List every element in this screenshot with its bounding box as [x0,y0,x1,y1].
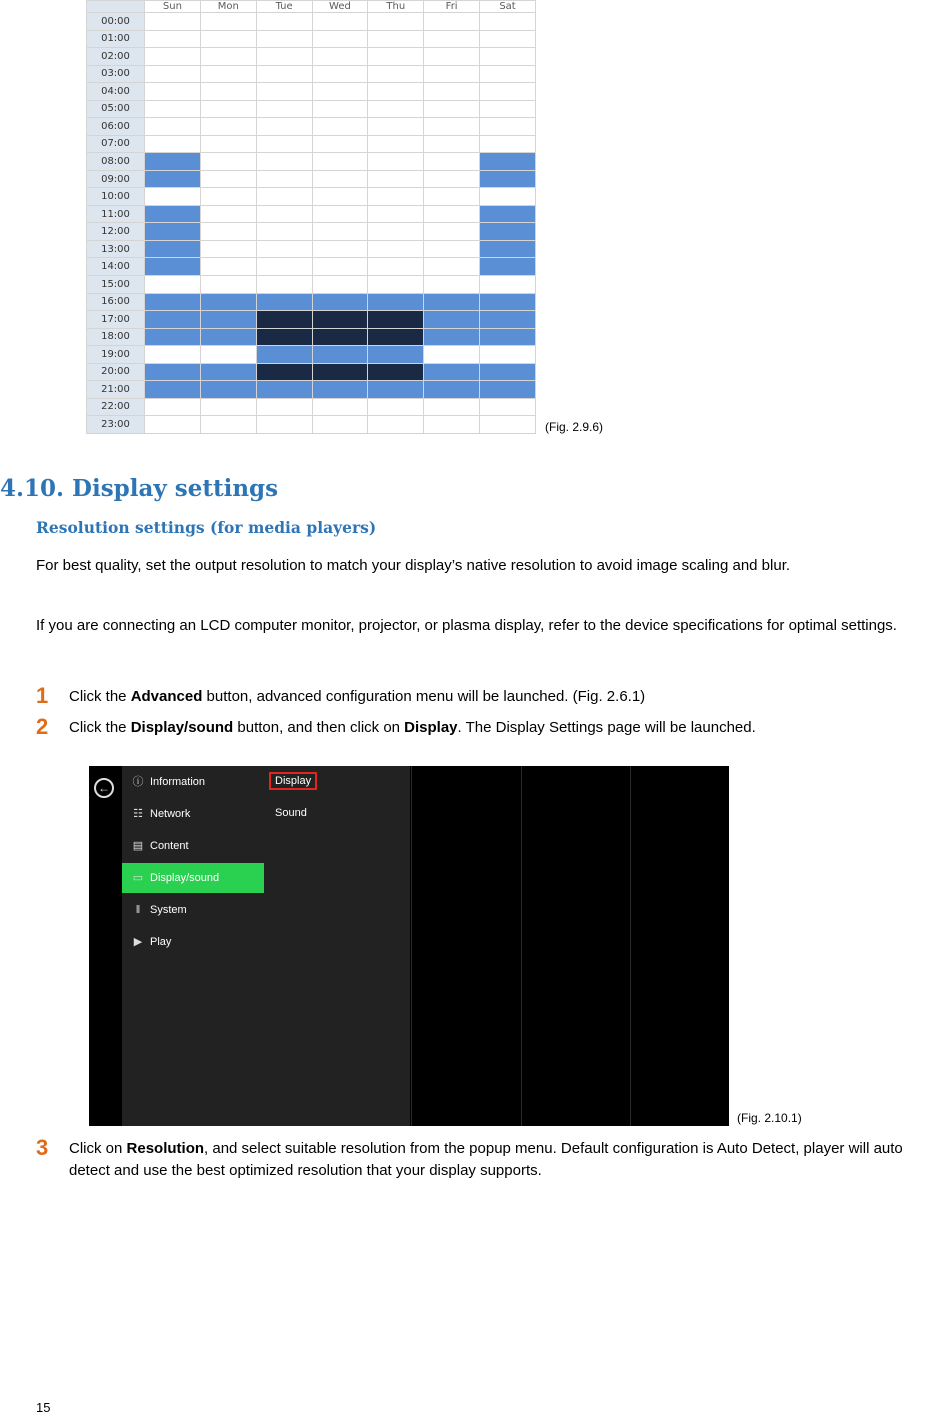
schedule-cell[interactable] [424,328,480,346]
schedule-cell[interactable] [368,346,424,364]
step-text-part: button, advanced configuration menu will be launched. (Fig. 2.6.1) [202,688,646,705]
schedule-cell[interactable] [480,65,536,83]
schedule-cell[interactable] [312,153,368,171]
step-text [69,686,909,708]
step-text [69,717,909,739]
schedule-cell[interactable] [480,398,536,416]
schedule-cell[interactable] [368,223,424,241]
schedule-cell[interactable] [256,346,312,364]
schedule-cell[interactable] [424,83,480,101]
menu-item-play[interactable] [122,927,264,957]
schedule-cell[interactable] [145,135,201,153]
schedule-cell[interactable] [480,240,536,258]
schedule-row [87,381,536,399]
schedule-cell[interactable] [480,83,536,101]
schedule-cell[interactable] [256,118,312,136]
schedule-cell[interactable] [145,398,201,416]
submenu-display[interactable]: Display [269,772,317,790]
time-label: 14:00 [87,258,145,276]
monitor-icon: ▭ [132,872,144,884]
time-label: 11:00 [87,205,145,223]
schedule-cell[interactable] [368,13,424,31]
schedule-cell[interactable] [145,258,201,276]
time-label: 10:00 [87,188,145,206]
schedule-cell[interactable] [480,48,536,66]
schedule-cell[interactable] [480,223,536,241]
schedule-cell[interactable] [145,328,201,346]
schedule-cell[interactable] [145,346,201,364]
day-header: Sun [145,1,201,13]
step-text [69,1138,909,1182]
schedule-cell[interactable] [200,205,256,223]
schedule-row [87,48,536,66]
schedule-cell[interactable] [145,223,201,241]
schedule-cell[interactable] [424,48,480,66]
schedule-cell[interactable] [368,293,424,311]
schedule-row [87,153,536,171]
schedule-row [87,311,536,329]
schedule-cell[interactable] [200,416,256,434]
day-header: Wed [312,1,368,13]
schedule-body [87,13,536,434]
schedule-cell[interactable] [256,153,312,171]
time-label: 16:00 [87,293,145,311]
column-divider [411,766,412,1126]
day-header: Mon [200,1,256,13]
schedule-cell[interactable] [312,416,368,434]
schedule-cell[interactable] [200,398,256,416]
schedule-cell[interactable] [480,170,536,188]
schedule-cell[interactable] [145,100,201,118]
schedule-cell[interactable] [145,416,201,434]
schedule-row [87,223,536,241]
schedule-cell[interactable] [256,293,312,311]
step-number: 3 [36,1135,49,1160]
schedule-cell[interactable] [145,30,201,48]
figure-caption: (Fig. 2.10.1) [737,1111,802,1125]
schedule-cell[interactable] [200,311,256,329]
schedule-cell[interactable] [368,398,424,416]
schedule-cell[interactable] [312,30,368,48]
time-label: 06:00 [87,118,145,136]
schedule-cell[interactable] [424,223,480,241]
time-label: 08:00 [87,153,145,171]
time-label: 07:00 [87,135,145,153]
time-label: 01:00 [87,30,145,48]
schedule-cell[interactable] [200,258,256,276]
day-header: Thu [368,1,424,13]
time-label: 22:00 [87,398,145,416]
schedule-row [87,258,536,276]
schedule-cell[interactable] [368,118,424,136]
schedule-cell[interactable] [424,240,480,258]
schedule-row [87,170,536,188]
schedule-cell[interactable] [200,153,256,171]
schedule-cell[interactable] [200,275,256,293]
play-icon: ▶ [133,936,143,948]
schedule-cell[interactable] [200,328,256,346]
schedule-cell[interactable] [424,275,480,293]
schedule-cell[interactable] [312,135,368,153]
schedule-cell[interactable] [312,83,368,101]
time-label: 02:00 [87,48,145,66]
schedule-row [87,240,536,258]
schedule-cell[interactable] [424,188,480,206]
schedule-cell[interactable] [145,65,201,83]
schedule-cell[interactable] [312,258,368,276]
schedule-cell[interactable] [256,65,312,83]
schedule-cell[interactable] [368,65,424,83]
schedule-row [87,275,536,293]
schedule-cell[interactable] [424,346,480,364]
info-icon: ⓘ [132,776,144,788]
schedule-cell[interactable] [480,118,536,136]
schedule-cell[interactable] [424,205,480,223]
time-label: 04:00 [87,83,145,101]
step-text-bold: Advanced [130,688,203,705]
schedule-cell[interactable] [368,188,424,206]
schedule-cell[interactable] [312,311,368,329]
schedule-cell[interactable] [424,153,480,171]
schedule-cell[interactable] [368,100,424,118]
time-label: 09:00 [87,170,145,188]
schedule-row [87,83,536,101]
settings-screenshot [89,766,729,1126]
step-text-part: button, and then click on [233,719,405,736]
schedule-cell[interactable] [480,311,536,329]
schedule-cell[interactable] [368,363,424,381]
schedule-cell[interactable] [145,293,201,311]
schedule-cell[interactable] [312,381,368,399]
schedule-cell[interactable] [424,170,480,188]
schedule-cell[interactable] [312,223,368,241]
time-label: 00:00 [87,13,145,31]
schedule-cell[interactable] [368,328,424,346]
schedule-cell[interactable] [256,416,312,434]
schedule-cell[interactable] [256,240,312,258]
schedule-cell[interactable] [200,223,256,241]
schedule-cell[interactable] [312,65,368,83]
schedule-cell[interactable] [200,135,256,153]
menu-item-label: Display/sound [150,872,220,884]
schedule-cell[interactable] [145,311,201,329]
schedule-cell[interactable] [424,30,480,48]
schedule-cell[interactable] [200,83,256,101]
schedule-cell[interactable] [200,65,256,83]
schedule-cell[interactable] [480,30,536,48]
schedule-corner [87,1,145,13]
schedule-cell[interactable] [368,258,424,276]
schedule-cell[interactable] [424,416,480,434]
schedule-cell[interactable] [480,381,536,399]
column-divider [521,766,522,1126]
menu-item-label: System [150,904,187,916]
step-text-bold: Display [404,719,458,736]
time-label: 03:00 [87,65,145,83]
schedule-cell[interactable] [145,153,201,171]
schedule-cell[interactable] [480,153,536,171]
time-label: 05:00 [87,100,145,118]
schedule-cell[interactable] [200,346,256,364]
schedule-cell[interactable] [256,13,312,31]
schedule-cell[interactable] [312,363,368,381]
schedule-cell[interactable] [368,135,424,153]
schedule-cell[interactable] [200,363,256,381]
schedule-cell[interactable] [312,293,368,311]
menu-item-label: Information [150,776,206,788]
schedule-cell[interactable] [145,48,201,66]
schedule-cell[interactable] [480,100,536,118]
schedule-cell[interactable] [312,188,368,206]
schedule-cell[interactable] [145,83,201,101]
schedule-cell[interactable] [424,135,480,153]
schedule-cell[interactable] [424,13,480,31]
schedule-row [87,363,536,381]
menu-item-display-sound[interactable] [122,863,264,893]
schedule-row [87,100,536,118]
schedule-row [87,205,536,223]
schedule-cell[interactable] [312,170,368,188]
schedule-cell[interactable] [424,65,480,83]
schedule-cell[interactable] [256,83,312,101]
back-arrow-icon[interactable]: ← [94,778,114,798]
schedule-cell[interactable] [480,416,536,434]
schedule-row [87,293,536,311]
schedule-cell[interactable] [424,398,480,416]
schedule-cell[interactable] [480,275,536,293]
schedule-cell[interactable] [480,205,536,223]
schedule-cell[interactable] [312,48,368,66]
schedule-cell[interactable] [480,363,536,381]
schedule-cell[interactable] [368,48,424,66]
menu-item-label: Network [150,808,191,820]
schedule-row [87,398,536,416]
schedule-cell[interactable] [200,293,256,311]
schedule-row [87,65,536,83]
schedule-cell[interactable] [256,363,312,381]
schedule-cell[interactable] [368,153,424,171]
schedule-cell[interactable] [312,118,368,136]
menu-item-system[interactable] [122,895,264,925]
schedule-cell[interactable] [312,13,368,31]
schedule-row [87,135,536,153]
schedule-cell[interactable] [145,188,201,206]
column-divider [630,766,631,1126]
menu-item-label: Play [150,936,172,948]
time-label: 20:00 [87,363,145,381]
schedule-cell[interactable] [256,381,312,399]
schedule-cell[interactable] [200,170,256,188]
step-text-bold: Display/sound [130,719,234,736]
schedule-cell[interactable] [368,205,424,223]
schedule-cell[interactable] [424,293,480,311]
time-label: 18:00 [87,328,145,346]
schedule-grid [86,0,536,434]
time-label: 19:00 [87,346,145,364]
schedule-cell[interactable] [480,13,536,31]
schedule-cell[interactable] [480,135,536,153]
schedule-cell[interactable] [200,100,256,118]
schedule-cell[interactable] [368,275,424,293]
schedule-cell[interactable] [424,363,480,381]
schedule-row [87,30,536,48]
schedule-cell[interactable] [480,188,536,206]
schedule-cell[interactable] [368,381,424,399]
time-label: 21:00 [87,381,145,399]
schedule-cell[interactable] [312,328,368,346]
figure-caption: (Fig. 2.9.6) [545,420,604,434]
schedule-cell[interactable] [256,258,312,276]
schedule-cell[interactable] [256,223,312,241]
schedule-cell[interactable] [424,100,480,118]
tools-icon: ‖ [135,904,141,916]
step-text-part: , and select suitable resolution from the popup menu. Default configuration is Auto Detect, player will auto detect and use the best optimized resolution that your display supports. [69,1140,903,1179]
schedule-cell[interactable] [145,170,201,188]
schedule-cell[interactable] [145,205,201,223]
menu-item-content[interactable] [122,831,264,861]
time-label: 13:00 [87,240,145,258]
schedule-cell[interactable] [145,13,201,31]
time-label: 12:00 [87,223,145,241]
schedule-cell[interactable] [145,118,201,136]
time-label: 17:00 [87,311,145,329]
step-text-bold: Resolution [126,1140,205,1157]
schedule-cell[interactable] [312,275,368,293]
schedule-cell[interactable] [256,398,312,416]
step-text-part: . The Display Settings page will be launched. [457,719,756,736]
submenu-sound[interactable]: Sound [275,807,307,819]
step-text-part: Click on [69,1140,127,1157]
schedule-row [87,346,536,364]
time-label: 23:00 [87,416,145,434]
schedule-cell[interactable] [368,311,424,329]
day-header: Fri [424,1,480,13]
schedule-cell[interactable] [368,83,424,101]
menu-item-information[interactable] [122,767,264,797]
schedule-cell[interactable] [256,205,312,223]
schedule-cell[interactable] [256,188,312,206]
schedule-cell[interactable] [256,311,312,329]
clapper-icon: ▤ [132,840,144,852]
schedule-cell[interactable] [200,381,256,399]
schedule-row [87,188,536,206]
schedule-row [87,118,536,136]
section-title: 4.10. Display settings [0,475,279,502]
schedule-cell[interactable] [368,416,424,434]
schedule-row [87,13,536,31]
schedule-cell[interactable] [145,275,201,293]
schedule-cell[interactable] [256,100,312,118]
schedule-cell[interactable] [200,118,256,136]
step-text-part: Click the [69,719,131,736]
schedule-cell[interactable] [145,240,201,258]
schedule-cell[interactable] [145,363,201,381]
step-number: 2 [36,714,49,739]
schedule-cell[interactable] [312,346,368,364]
day-header: Sat [480,1,536,13]
schedule-cell[interactable] [200,30,256,48]
network-icon: ☷ [133,808,143,820]
schedule-cell[interactable] [145,381,201,399]
schedule-cell[interactable] [256,170,312,188]
schedule-cell[interactable] [368,30,424,48]
schedule-cell[interactable] [424,381,480,399]
schedule-cell[interactable] [424,118,480,136]
step-text-part: Click the [69,688,131,705]
schedule-cell[interactable] [368,240,424,258]
time-label: 15:00 [87,275,145,293]
schedule-cell[interactable] [312,100,368,118]
menu-item-label: Content [150,840,189,852]
schedule-cell[interactable] [480,293,536,311]
paragraph: If you are connecting an LCD computer monitor, projector, or plasma display, refer to the device specifications for optimal settings. [36,617,897,634]
schedule-row [87,416,536,434]
schedule-cell[interactable] [256,48,312,66]
schedule-row [87,328,536,346]
schedule-cell[interactable] [200,13,256,31]
schedule-cell[interactable] [256,275,312,293]
page-number: 15 [36,1400,51,1415]
paragraph: For best quality, set the output resolution to match your display’s native resolution to avoid image scaling and blur. [36,557,791,574]
schedule-cell[interactable] [256,30,312,48]
subsection-title: Resolution settings (for media players) [36,518,377,537]
schedule-cell[interactable] [480,328,536,346]
schedule-cell[interactable] [424,311,480,329]
schedule-cell[interactable] [480,346,536,364]
schedule-cell[interactable] [256,135,312,153]
day-header: Tue [256,1,312,13]
schedule-cell[interactable] [312,398,368,416]
schedule-cell[interactable] [312,240,368,258]
schedule-cell[interactable] [200,240,256,258]
schedule-header-row [87,1,536,13]
schedule-cell[interactable] [312,205,368,223]
step-number: 1 [36,683,49,708]
schedule-cell[interactable] [424,258,480,276]
menu-item-network[interactable] [122,799,264,829]
schedule-cell[interactable] [200,188,256,206]
schedule-cell[interactable] [368,170,424,188]
schedule-cell[interactable] [256,328,312,346]
schedule-cell[interactable] [200,48,256,66]
schedule-cell[interactable] [480,258,536,276]
